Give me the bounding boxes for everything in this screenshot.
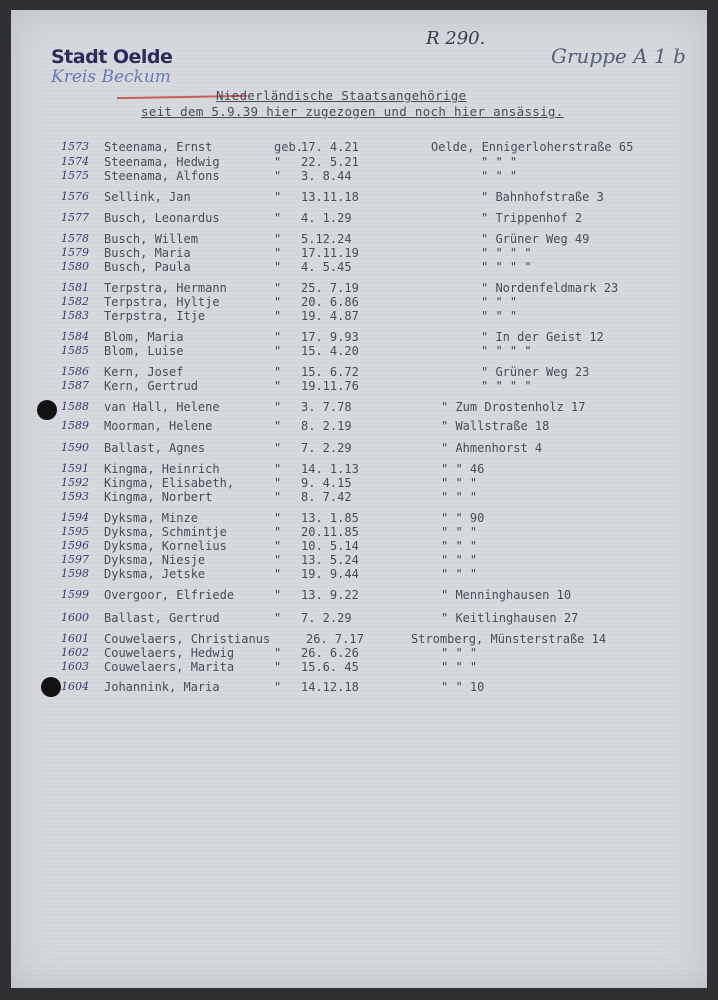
address: " " 10	[441, 680, 485, 694]
birth-date: 4. 5.45	[301, 260, 352, 274]
list-item	[11, 140, 707, 155]
entry-number: 1574	[61, 155, 89, 168]
resident-name: Couwelaers, Christianus	[104, 632, 271, 646]
address: " " "	[441, 660, 478, 674]
address: Oelde, Ennigerloherstraße 65	[431, 140, 634, 154]
born-label: "	[274, 419, 282, 433]
address: " " 46	[441, 462, 485, 476]
birth-date: 3. 8.44	[301, 169, 352, 183]
entry-number: 1597	[61, 553, 89, 566]
born-label: "	[274, 611, 282, 625]
born-label: "	[274, 379, 282, 393]
list-item	[11, 490, 707, 505]
birth-date: 19. 4.87	[301, 309, 359, 323]
document-subtitle: seit dem 5.9.39 hier zugezogen und noch hier ansässig.	[141, 104, 564, 119]
born-label: "	[274, 660, 282, 674]
address: " Grüner Weg 23	[481, 365, 590, 379]
entry-number: 1581	[61, 281, 89, 294]
entry-number: 1583	[61, 309, 89, 322]
address: " " "	[441, 476, 478, 490]
born-label: "	[274, 246, 282, 260]
birth-date: 7. 2.29	[301, 441, 352, 455]
resident-name: Blom, Luise	[104, 344, 184, 358]
list-item	[11, 281, 707, 296]
resident-name: Couwelaers, Marita	[104, 660, 235, 674]
born-label: "	[274, 400, 282, 414]
born-label: "	[274, 344, 282, 358]
entry-number: 1585	[61, 344, 89, 357]
list-item	[11, 588, 707, 603]
born-label: "	[274, 511, 282, 525]
born-label: "	[274, 211, 282, 225]
entry-number: 1603	[61, 660, 89, 673]
born-label: "	[274, 441, 282, 455]
birth-date: 26. 7.17	[306, 632, 364, 646]
resident-name: Kingma, Heinrich	[104, 462, 220, 476]
entry-number: 1604	[61, 680, 89, 693]
birth-date: 25. 7.19	[301, 281, 359, 295]
list-item	[11, 553, 707, 568]
address: " In der Geist 12	[481, 330, 604, 344]
birth-date: 19.11.76	[301, 379, 359, 393]
born-label: "	[274, 567, 282, 581]
entry-number: 1586	[61, 365, 89, 378]
born-label: "	[274, 462, 282, 476]
list-item	[11, 419, 707, 434]
resident-name: Dyksma, Schmintje	[104, 525, 227, 539]
birth-date: 15. 4.20	[301, 344, 359, 358]
entry-number: 1576	[61, 190, 89, 203]
entry-number: 1598	[61, 567, 89, 580]
entry-number: 1600	[61, 611, 89, 624]
address: " Grüner Weg 49	[481, 232, 590, 246]
list-item	[11, 379, 707, 394]
address: " " "	[441, 646, 478, 660]
birth-date: 13.11.18	[301, 190, 359, 204]
birth-date: 13. 9.22	[301, 588, 359, 602]
birth-date: 7. 2.29	[301, 611, 352, 625]
entry-number: 1601	[61, 632, 89, 645]
birth-date: 20.11.85	[301, 525, 359, 539]
list-item	[11, 660, 707, 675]
birth-date: 5.12.24	[301, 232, 352, 246]
entry-number: 1591	[61, 462, 89, 475]
entry-number: 1593	[61, 490, 89, 503]
resident-name: Kingma, Elisabeth,	[104, 476, 235, 490]
list-item	[11, 646, 707, 661]
born-label: "	[274, 309, 282, 323]
resident-name: Kern, Josef	[104, 365, 184, 379]
list-item	[11, 309, 707, 324]
address: " " "	[441, 553, 478, 567]
list-item	[11, 365, 707, 380]
list-item	[11, 330, 707, 345]
entry-number: 1575	[61, 169, 89, 182]
punch-hole	[41, 677, 61, 697]
born-label: "	[274, 553, 282, 567]
resident-name: Moorman, Helene	[104, 419, 213, 433]
resident-name: Dyksma, Jetske	[104, 567, 206, 581]
born-label: "	[274, 232, 282, 246]
entry-number: 1595	[61, 525, 89, 538]
resident-name: van Hall, Helene	[104, 400, 220, 414]
handwritten-group: Gruppe A 1 b	[551, 44, 686, 68]
birth-date: 8. 7.42	[301, 490, 352, 504]
address: " Keitlinghausen 27	[441, 611, 579, 625]
address: " " "	[441, 539, 478, 553]
list-item	[11, 680, 707, 695]
birth-date: 3. 7.78	[301, 400, 352, 414]
birth-date: 17. 4.21	[301, 140, 359, 154]
list-item	[11, 295, 707, 310]
entry-number: 1590	[61, 441, 89, 454]
entry-number: 1573	[61, 140, 89, 153]
list-item	[11, 632, 707, 647]
resident-name: Overgoor, Elfriede	[104, 588, 235, 602]
entry-number: 1599	[61, 588, 89, 601]
entry-number: 1589	[61, 419, 89, 432]
address: " Menninghausen 10	[441, 588, 572, 602]
list-item	[11, 260, 707, 275]
document-title: Niederländische Staatsangehörige	[216, 88, 467, 103]
born-label: "	[274, 680, 282, 694]
list-item	[11, 246, 707, 261]
address: " Nordenfeldmark 23	[481, 281, 619, 295]
resident-name: Busch, Willem	[104, 232, 198, 246]
born-label: "	[274, 646, 282, 660]
city-stamp: Stadt Oelde	[51, 46, 173, 68]
resident-name: Dyksma, Minze	[104, 511, 198, 525]
resident-name: Busch, Leonardus	[104, 211, 220, 225]
birth-date: 8. 2.19	[301, 419, 352, 433]
address: " " "	[481, 309, 518, 323]
born-label: "	[274, 365, 282, 379]
resident-name: Terpstra, Hyltje	[104, 295, 220, 309]
entry-number: 1580	[61, 260, 89, 273]
entry-number: 1592	[61, 476, 89, 489]
resident-name: Blom, Maria	[104, 330, 184, 344]
document-page	[11, 10, 707, 988]
list-item	[11, 400, 707, 415]
birth-date: 17. 9.93	[301, 330, 359, 344]
born-label: "	[274, 476, 282, 490]
resident-name: Kern, Gertrud	[104, 379, 198, 393]
resident-name: Steenama, Alfons	[104, 169, 220, 183]
list-item	[11, 476, 707, 491]
handwritten-reference: R 290.	[426, 28, 486, 49]
entry-number: 1578	[61, 232, 89, 245]
list-item	[11, 511, 707, 526]
address: " " "	[481, 295, 518, 309]
resident-name: Steenama, Hedwig	[104, 155, 220, 169]
address: " " " "	[481, 344, 532, 358]
address: " Ahmenhorst 4	[441, 441, 543, 455]
birth-date: 26. 6.26	[301, 646, 359, 660]
resident-name: Sellink, Jan	[104, 190, 191, 204]
born-label: "	[274, 260, 282, 274]
list-item	[11, 232, 707, 247]
entry-number: 1579	[61, 246, 89, 259]
list-item	[11, 190, 707, 205]
birth-date: 20. 6.86	[301, 295, 359, 309]
entry-number: 1594	[61, 511, 89, 524]
address: " " "	[481, 169, 518, 183]
punch-hole	[37, 400, 57, 420]
resident-name: Dyksma, Kornelius	[104, 539, 227, 553]
born-label: "	[274, 539, 282, 553]
born-label: "	[274, 295, 282, 309]
address: " Trippenhof 2	[481, 211, 583, 225]
resident-name: Terpstra, Itje	[104, 309, 206, 323]
resident-name: Busch, Maria	[104, 246, 191, 260]
born-label: "	[274, 169, 282, 183]
address: " " " "	[481, 260, 532, 274]
born-label: "	[274, 588, 282, 602]
list-item	[11, 525, 707, 540]
entry-number: 1577	[61, 211, 89, 224]
address: " " " "	[481, 379, 532, 393]
list-item	[11, 211, 707, 226]
address: " " "	[441, 567, 478, 581]
entry-number: 1582	[61, 295, 89, 308]
address: " " "	[441, 490, 478, 504]
resident-name: Terpstra, Hermann	[104, 281, 227, 295]
list-item	[11, 539, 707, 554]
list-item	[11, 169, 707, 184]
born-label: "	[274, 281, 282, 295]
entry-number: 1596	[61, 539, 89, 552]
birth-date: 4. 1.29	[301, 211, 352, 225]
address: Stromberg, Münsterstraße 14	[411, 632, 607, 646]
born-label: "	[274, 330, 282, 344]
resident-name: Kingma, Norbert	[104, 490, 213, 504]
address: " " " "	[481, 246, 532, 260]
address: " Zum Drostenholz 17	[441, 400, 586, 414]
address: " " 90	[441, 511, 485, 525]
resident-name: Dyksma, Niesje	[104, 553, 206, 567]
address: " Wallstraße 18	[441, 419, 550, 433]
resident-name: Ballast, Agnes	[104, 441, 206, 455]
list-item	[11, 441, 707, 456]
entry-number: 1587	[61, 379, 89, 392]
birth-date: 13. 1.85	[301, 511, 359, 525]
resident-name: Ballast, Gertrud	[104, 611, 220, 625]
birth-date: 14.12.18	[301, 680, 359, 694]
list-item	[11, 155, 707, 170]
birth-date: 15.6. 45	[301, 660, 359, 674]
resident-name: Busch, Paula	[104, 260, 191, 274]
birth-date: 22. 5.21	[301, 155, 359, 169]
born-label: "	[274, 190, 282, 204]
born-label: geb.	[274, 140, 303, 154]
handwritten-district: Kreis Beckum	[51, 67, 171, 87]
born-label: "	[274, 525, 282, 539]
born-label: "	[274, 490, 282, 504]
birth-date: 13. 5.24	[301, 553, 359, 567]
birth-date: 10. 5.14	[301, 539, 359, 553]
resident-name: Johannink, Maria	[104, 680, 220, 694]
resident-name: Couwelaers, Hedwig	[104, 646, 235, 660]
resident-name: Steenama, Ernst	[104, 140, 213, 154]
address: " " "	[481, 155, 518, 169]
birth-date: 15. 6.72	[301, 365, 359, 379]
list-item	[11, 567, 707, 582]
list-item	[11, 344, 707, 359]
birth-date: 19. 9.44	[301, 567, 359, 581]
birth-date: 9. 4.15	[301, 476, 352, 490]
address: " " "	[441, 525, 478, 539]
entry-number: 1588	[61, 400, 89, 413]
entry-number: 1584	[61, 330, 89, 343]
list-item	[11, 611, 707, 626]
birth-date: 17.11.19	[301, 246, 359, 260]
list-item	[11, 462, 707, 477]
born-label: "	[274, 155, 282, 169]
address: " Bahnhofstraße 3	[481, 190, 604, 204]
birth-date: 14. 1.13	[301, 462, 359, 476]
entry-number: 1602	[61, 646, 89, 659]
